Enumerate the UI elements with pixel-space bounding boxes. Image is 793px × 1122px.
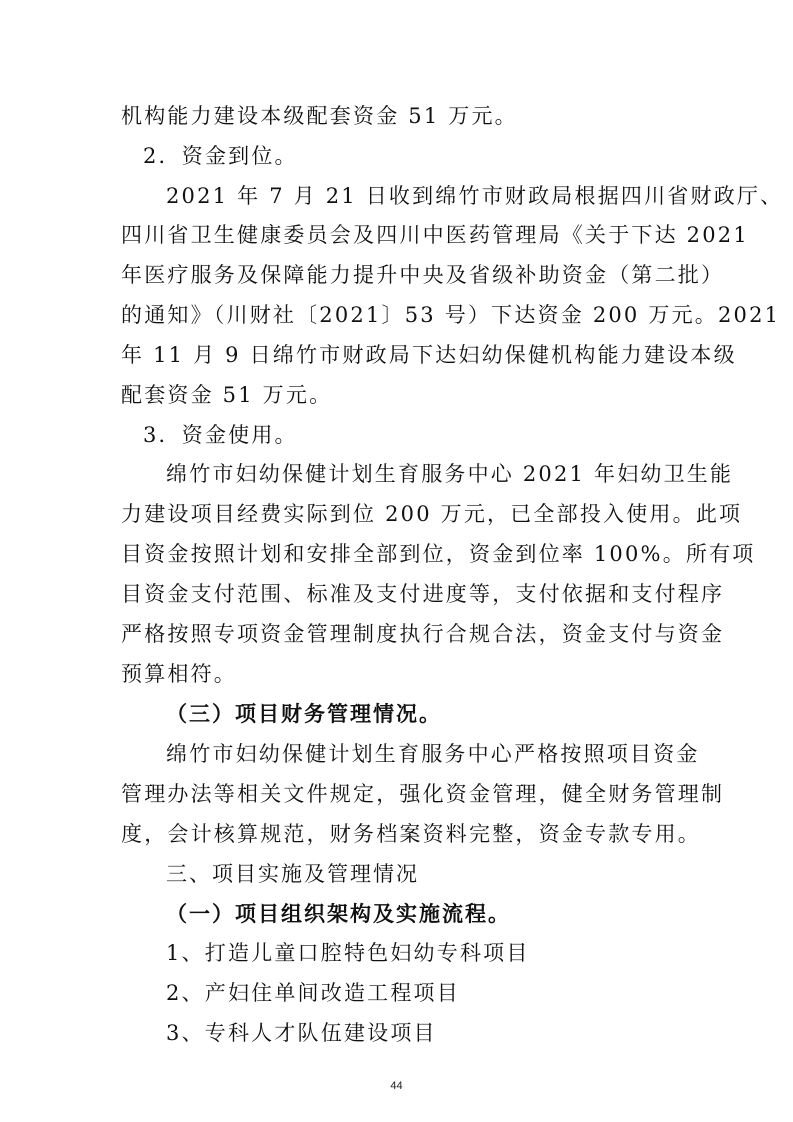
paragraph-line: 机构能力建设本级配套资金 51 万元。 — [121, 104, 518, 128]
paragraph-line: 绵竹市妇幼保健计划生育服务中心 2021 年妇幼卫生能 — [166, 462, 734, 486]
item-heading-funds-arrival: 2．资金到位。 — [143, 144, 298, 168]
paragraph-line: 年 11 月 9 日绵竹市财政局下达妇幼保健机构能力建设本级 — [121, 343, 737, 367]
paragraph-line: 年医疗服务及保障能力提升中央及省级补助资金（第二批） — [121, 263, 725, 287]
list-item: 2、产妇住单间改造工程项目 — [166, 981, 460, 1005]
chapter-heading-implementation: 三、项目实施及管理情况 — [166, 862, 419, 886]
paragraph-line: 目资金按照计划和安排全部到位，资金到位率 100%。所有项 — [121, 542, 756, 566]
section-heading-financial-management: （三）项目财务管理情况。 — [166, 702, 442, 726]
paragraph-line: 绵竹市妇幼保健计划生育服务中心严格按照项目资金 — [166, 742, 700, 766]
paragraph-line: 2021 年 7 月 21 日收到绵竹市财政局根据四川省财政厅、 — [166, 184, 784, 208]
paragraph-line: 管理办法等相关文件规定，强化资金管理，健全财务管理制 — [121, 782, 725, 806]
section-heading-organization: （一）项目组织架构及实施流程。 — [166, 902, 511, 926]
paragraph-line: 度，会计核算规范，财务档案资料完整，资金专款专用。 — [121, 822, 701, 846]
paragraph-line: 的通知》（川财社〔2021〕53 号）下达资金 200 万元。2021 — [121, 303, 781, 327]
paragraph-line: 目资金支付范围、标准及支付进度等，支付依据和支付程序 — [121, 582, 725, 606]
paragraph-line: 严格按照专项资金管理制度执行合规合法，资金支付与资金 — [121, 622, 725, 646]
paragraph-line: 四川省卫生健康委员会及四川中医药管理局《关于下达 2021 — [121, 223, 749, 247]
paragraph-line: 预算相符。 — [121, 662, 237, 686]
item-heading-funds-use: 3．资金使用。 — [143, 423, 298, 447]
paragraph-line: 力建设项目经费实际到位 200 万元，已全部投入使用。此项 — [121, 502, 743, 526]
page-number: 44 — [390, 1080, 403, 1092]
paragraph-line: 配套资金 51 万元。 — [121, 383, 333, 407]
list-item: 1、打造儿童口腔特色妇幼专科项目 — [166, 941, 530, 965]
list-item: 3、专科人才队伍建设项目 — [166, 1021, 437, 1045]
